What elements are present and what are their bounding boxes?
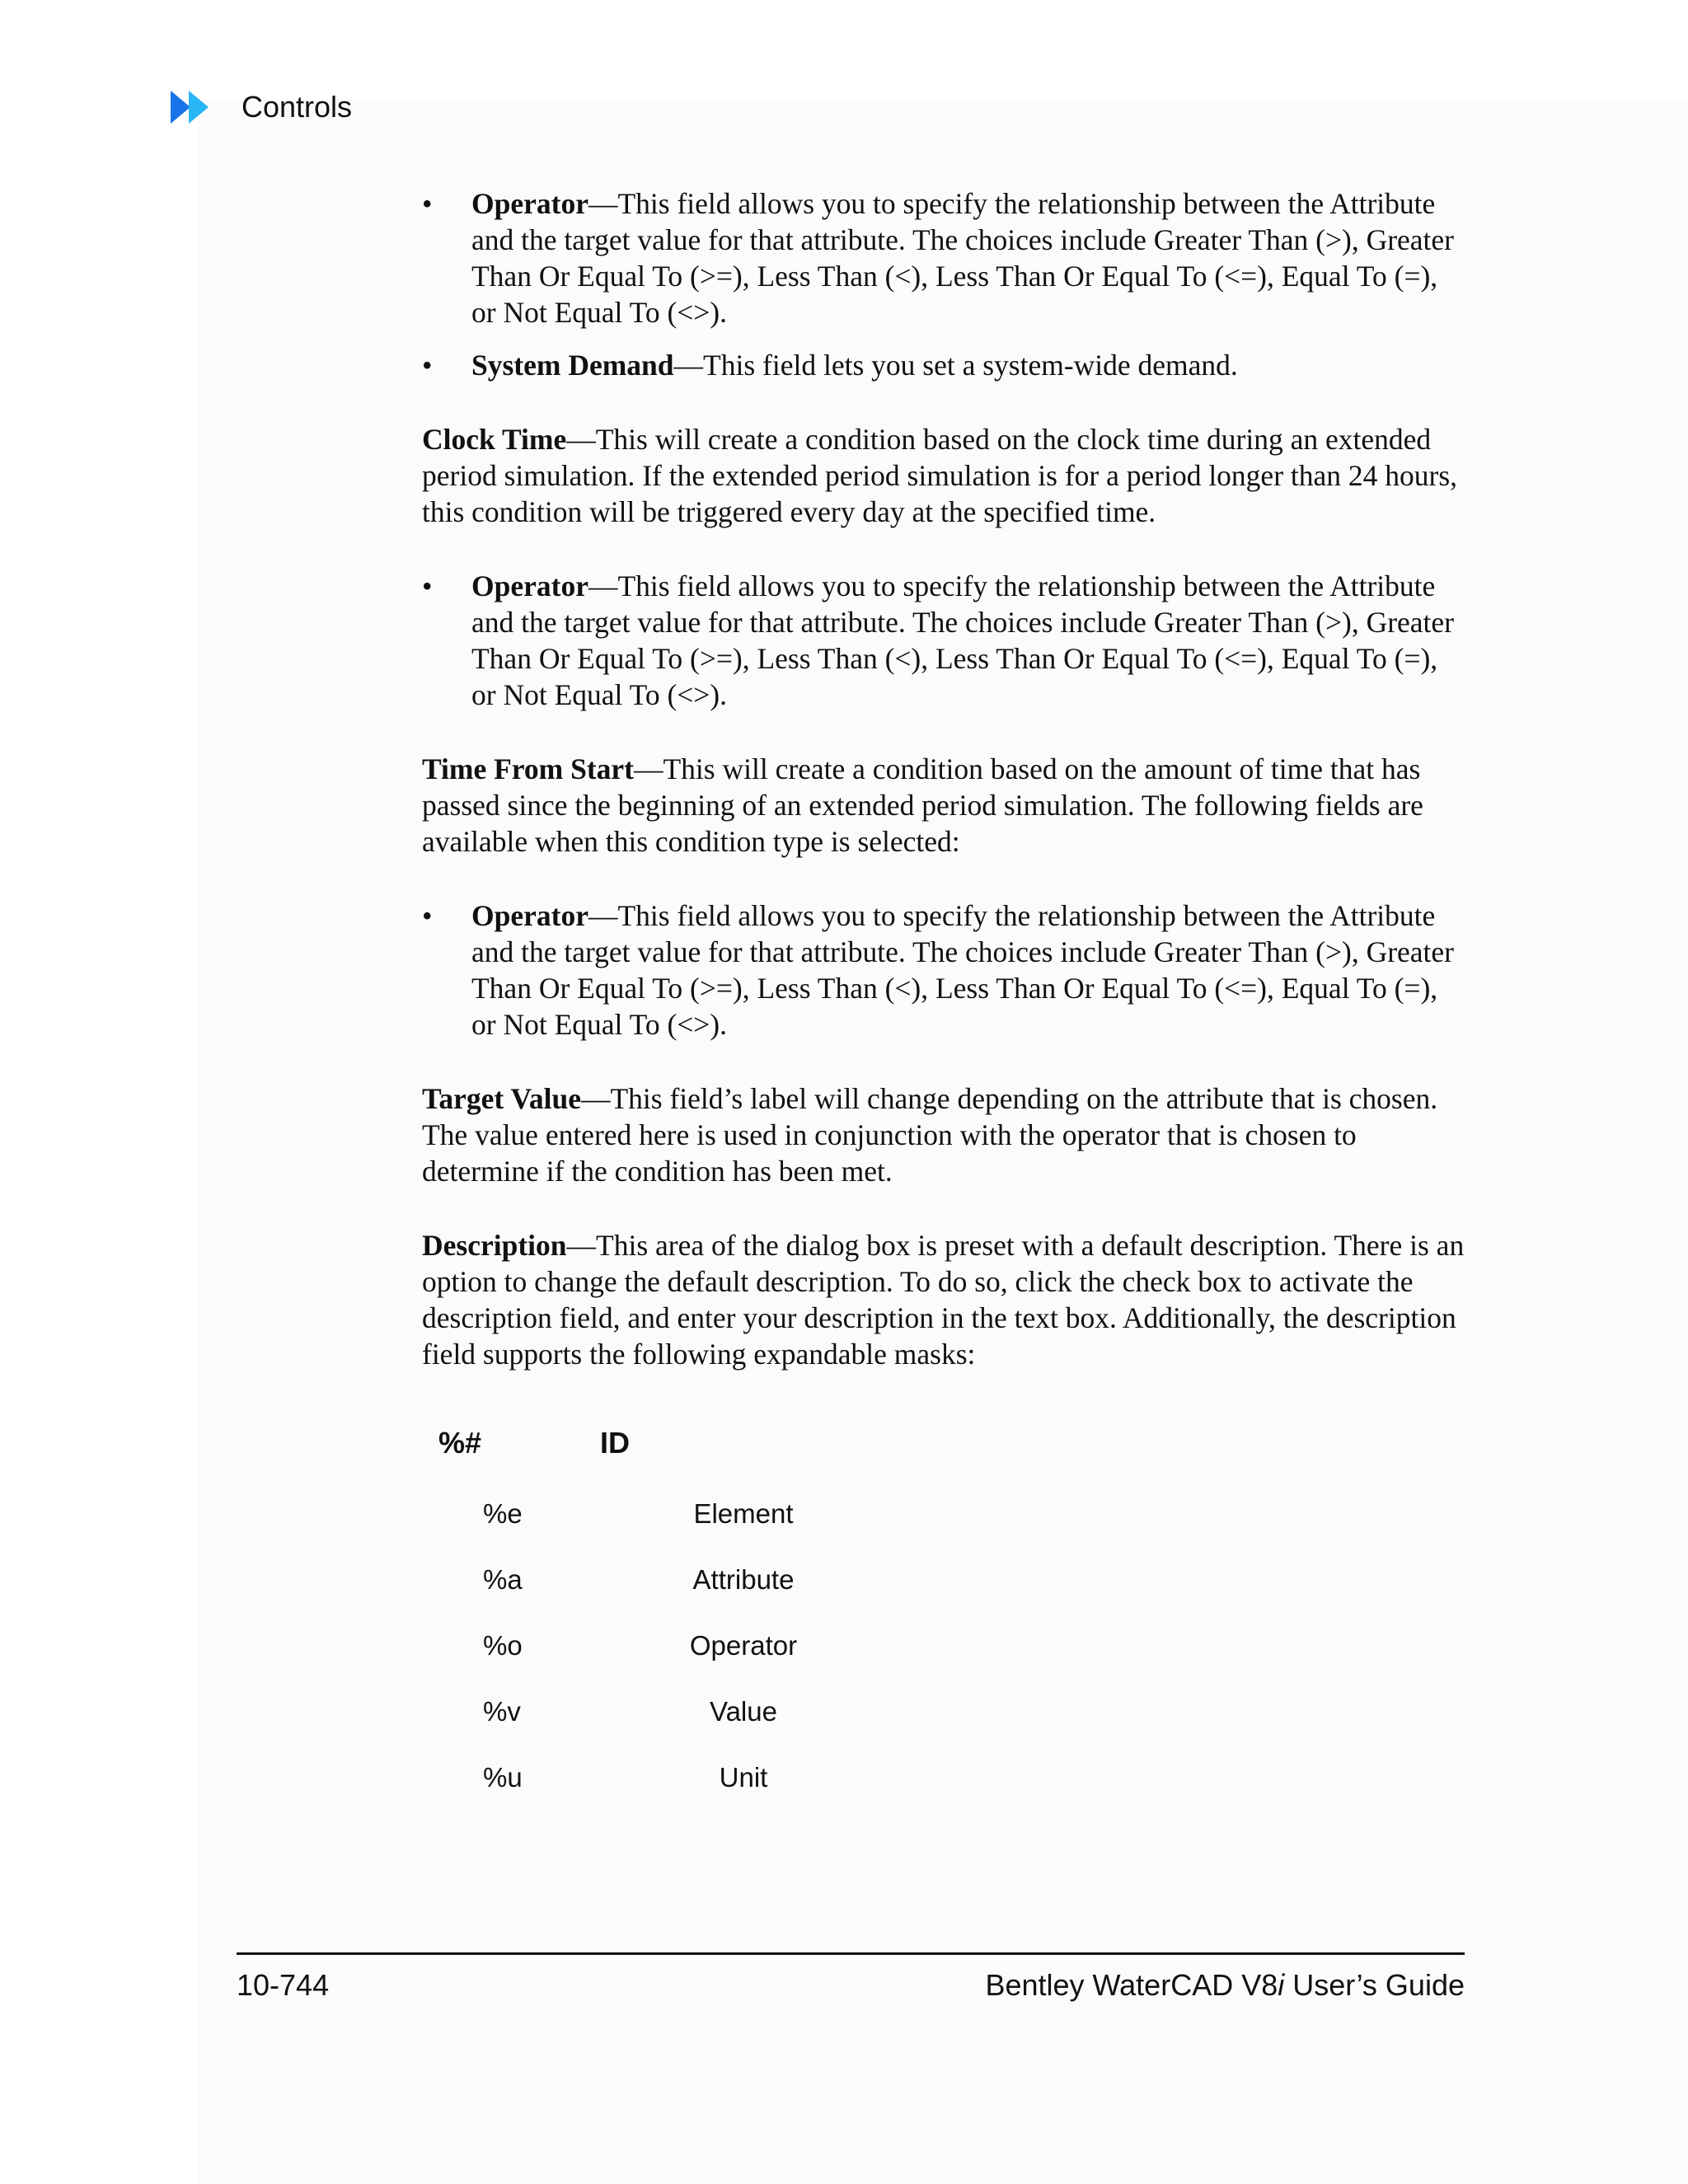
definition: —This field lets you set a system-wide demand. [673, 349, 1238, 382]
term: Operator [471, 569, 588, 602]
definition: —This will create a condition based on the clock time during an extended period simulation. If the extended period simulation is for a period longer than 24 hours, this condition will be triggered every day at the specified time. [422, 423, 1458, 528]
definition: —This will create a condition based on the amount of time that has passed since the beginning of an extended period simulation. The following fields are available when this condition type is selected: [422, 752, 1423, 858]
definition: —This field allows you to specify the relationship between the Attribute and the target value for that attribute. The choices include Greater Than (>), Greater Than Or Equal To (>=), Less Than (<), Less Than Or Equal To (<=), Equal To (=), or Not Equal To (<>). [471, 899, 1454, 1041]
paragraph [422, 751, 1465, 860]
term: Target Value [422, 1082, 581, 1115]
bullet-list [422, 898, 1465, 1043]
list-item [422, 185, 1465, 330]
paragraph [422, 1080, 1465, 1189]
list-item [422, 898, 1465, 1043]
bullet-dot: • [422, 187, 433, 220]
guide-title-pre: Bentley WaterCAD V8 [985, 1968, 1278, 2002]
bullet-dot: • [422, 899, 433, 932]
definition: —This field’s label will change depending on the attribute that is chosen. The value entered here is used in conjunction with the operator that is chosen to determine if the condition has been met. [422, 1082, 1438, 1188]
term: Operator [471, 899, 588, 932]
chevron-logo-icon [171, 89, 222, 125]
mask-description: Element [693, 1498, 794, 1529]
guide-title [985, 1968, 1465, 2003]
body-content [422, 185, 1465, 1410]
term: Description [422, 1229, 567, 1262]
definition: —This area of the dialog box is preset with a default description. There is an option to change the default description. To do so, click the check box to activate the description field, and enter your description in the text box. Additionally, the description field supports the following expandable masks: [422, 1229, 1465, 1371]
paragraph [422, 1227, 1465, 1372]
bullet-list [422, 568, 1465, 713]
list-item [422, 568, 1465, 713]
footer-rule [237, 1952, 1465, 1955]
page-number: 10-744 [237, 1968, 330, 2002]
table-header-code: %# [438, 1426, 482, 1460]
mask-code: %v [483, 1696, 521, 1727]
bullet-list [422, 185, 1465, 383]
definition: —This field allows you to specify the relationship between the Attribute and the target value for that attribute. The choices include Greater Than (>), Greater Than Or Equal To (>=), Less Than (<), Less Than Or Equal To (<=), Equal To (=), or Not Equal To (<>). [471, 187, 1454, 329]
term: Time From Start [422, 752, 634, 785]
mask-description: Value [710, 1696, 777, 1727]
mask-code: %u [483, 1762, 523, 1793]
mask-description: Unit [719, 1762, 768, 1793]
mask-code: %o [483, 1630, 523, 1661]
mask-code: %e [483, 1498, 523, 1529]
guide-title-italic: i [1278, 1968, 1285, 2002]
chapter-title: Controls [241, 90, 353, 124]
paragraph [422, 421, 1465, 530]
guide-title-post: User’s Guide [1284, 1968, 1465, 2002]
bullet-dot: • [422, 569, 433, 602]
mask-description: Operator [689, 1630, 798, 1661]
list-item [422, 347, 1465, 383]
term: Clock Time [422, 423, 567, 456]
definition: —This field allows you to specify the relationship between the Attribute and the target value for that attribute. The choices include Greater Than (>), Greater Than Or Equal To (>=), Less Than (<), Less Than Or Equal To (<=), Equal To (=), or Not Equal To (<>). [471, 569, 1454, 711]
term: System Demand [471, 349, 674, 382]
bullet-dot: • [422, 349, 433, 382]
term: Operator [471, 187, 588, 220]
table-header-id: ID [600, 1426, 630, 1460]
page-header [171, 87, 352, 128]
mask-description: Attribute [692, 1564, 795, 1595]
mask-code: %a [483, 1564, 523, 1595]
